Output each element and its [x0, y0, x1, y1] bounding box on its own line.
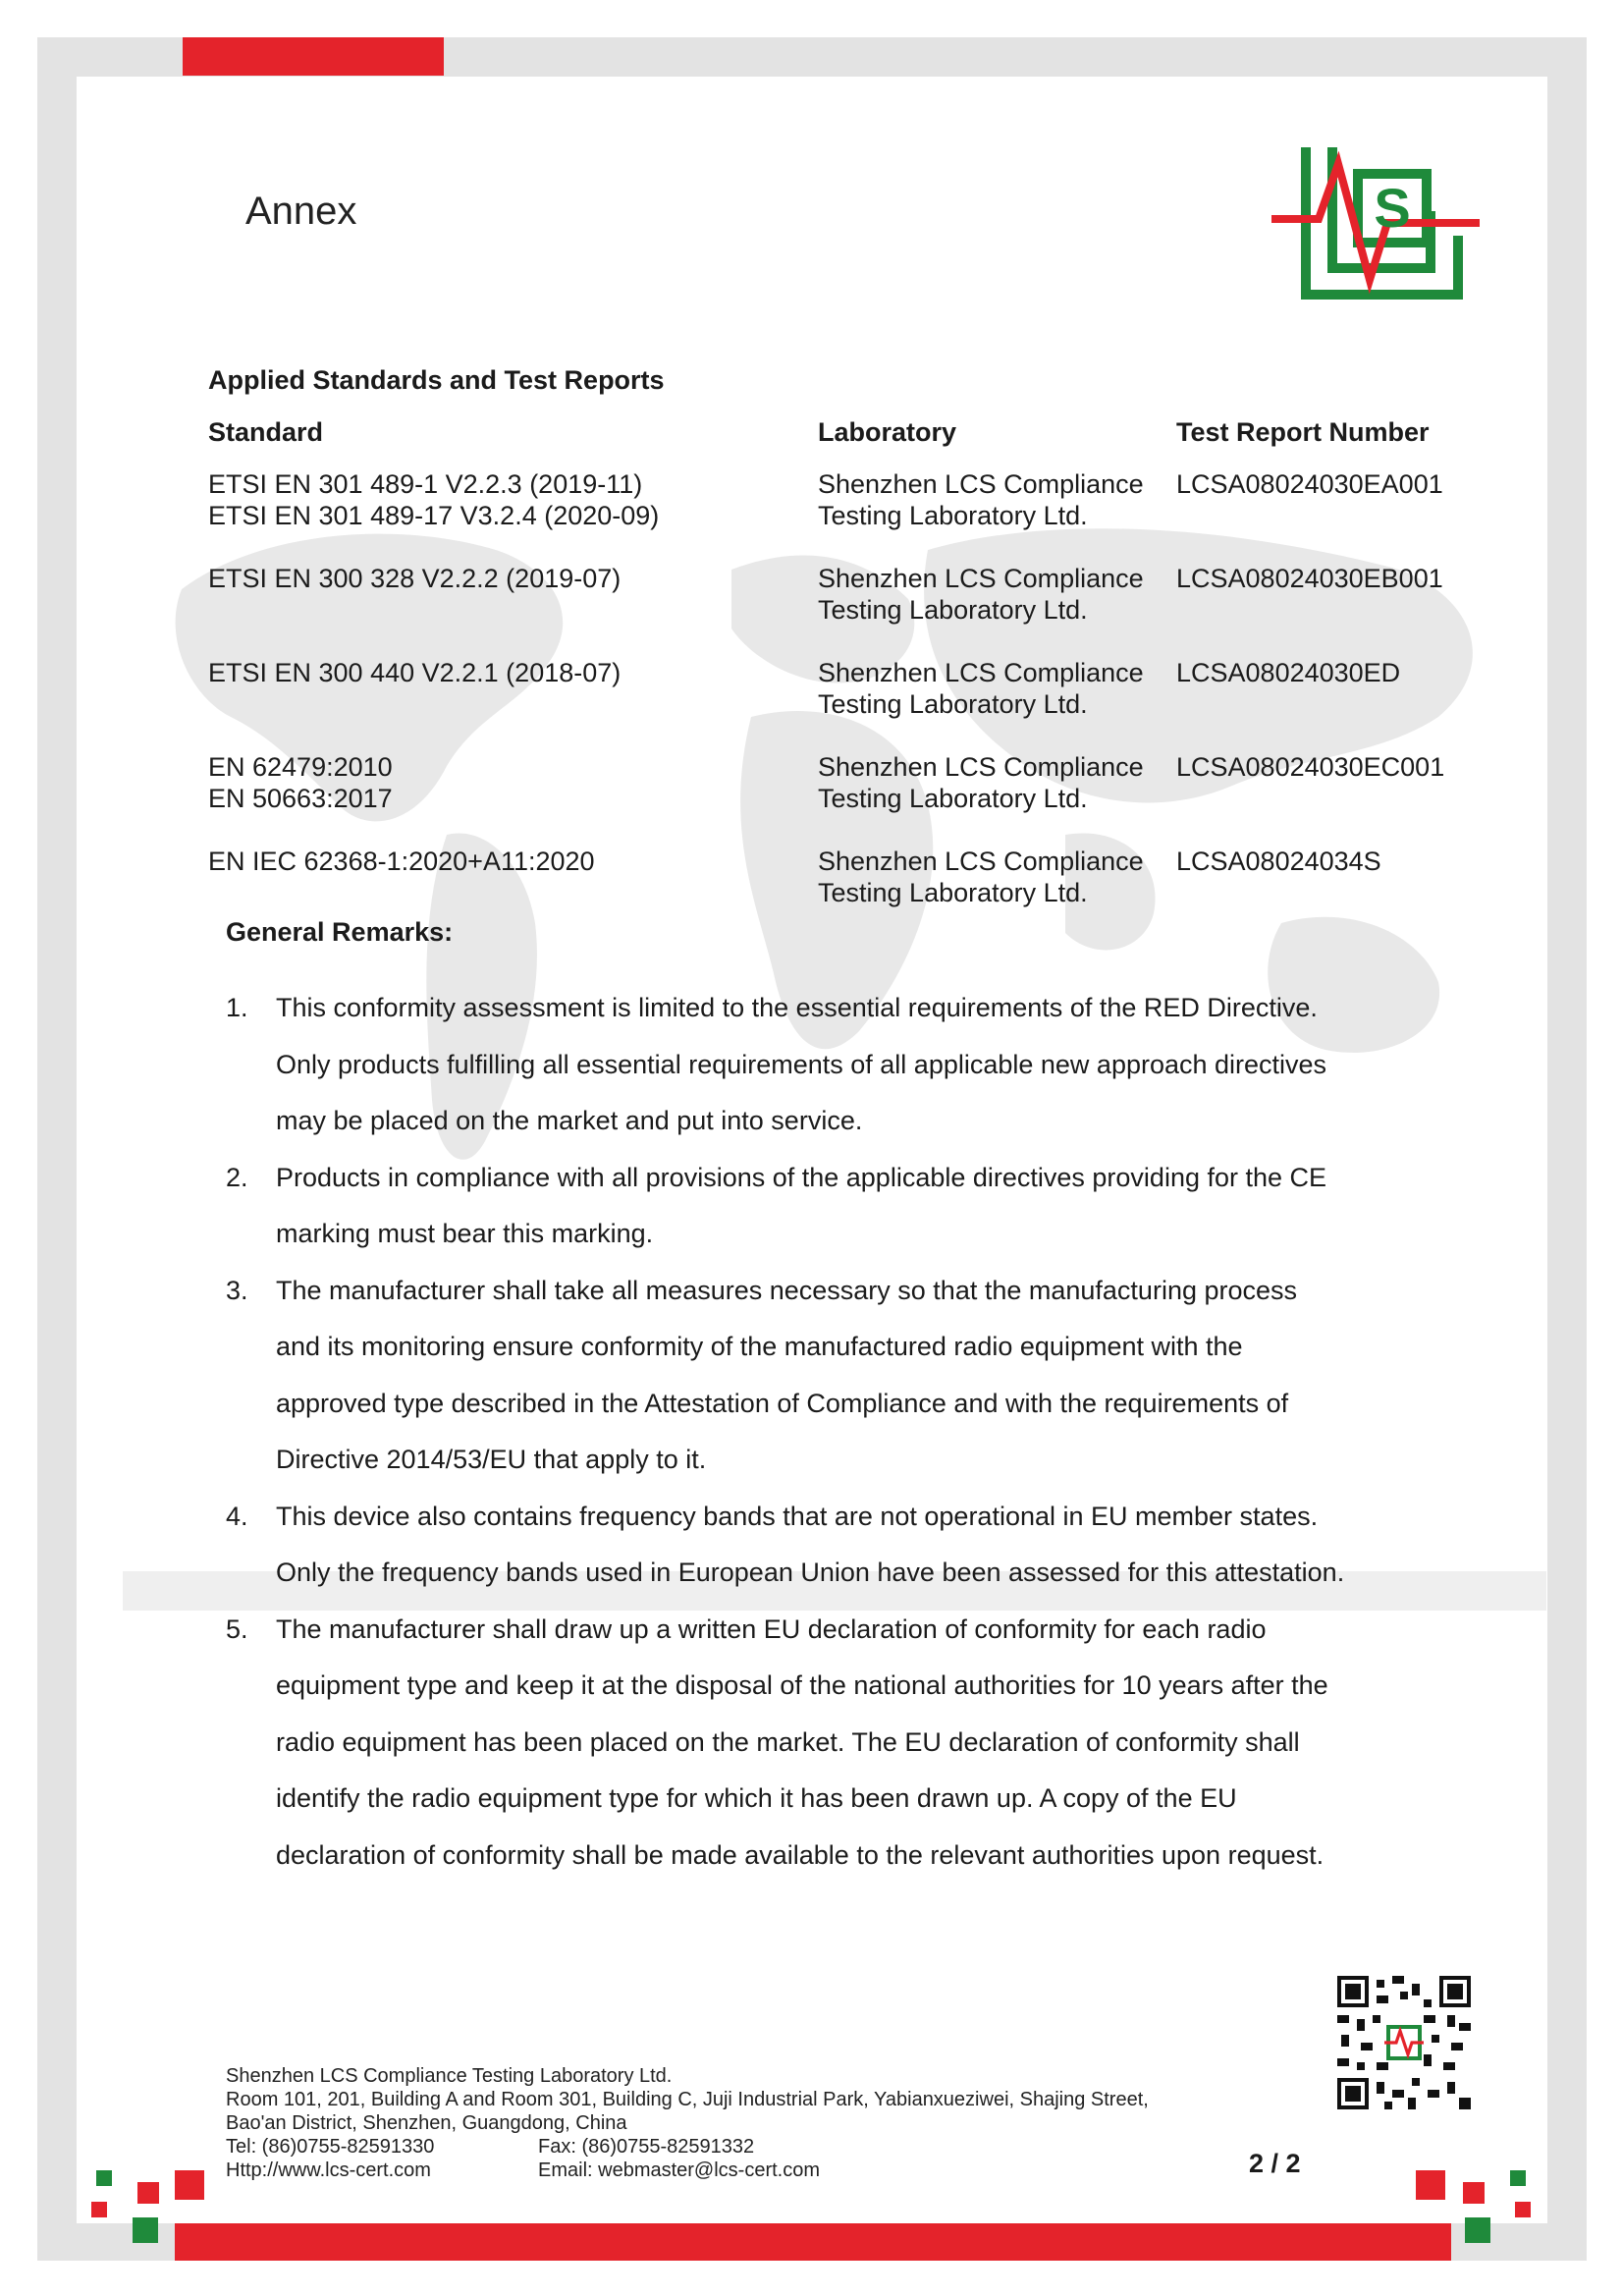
- report-number: LCSA08024034S: [1176, 847, 1381, 876]
- remark-number: 3.: [226, 1275, 248, 1305]
- remark-line: equipment type and keep it at the disposal of the national authorities for 10 years after the: [276, 1670, 1328, 1700]
- remark-line: Directive 2014/53/EU that apply to it.: [276, 1445, 707, 1474]
- corner-square: [96, 2170, 112, 2186]
- remark-line: and its monitoring ensure conformity of the manufactured radio equipment with the: [276, 1332, 1243, 1361]
- section-title: Applied Standards and Test Reports: [208, 365, 665, 395]
- footer: [226, 2064, 1149, 2182]
- footer-website-link[interactable]: Http://www.lcs-cert.com: [226, 2159, 431, 2181]
- footer-address: Bao'an District, Shenzhen, Guangdong, China: [226, 2112, 627, 2134]
- remarks-list: [226, 980, 1404, 1884]
- qr-code-icon: [1337, 1976, 1471, 2109]
- standard-name: EN 62479:2010: [208, 752, 393, 782]
- remark-item: [226, 1602, 1404, 1885]
- remark-line: marking must bear this marking.: [276, 1219, 654, 1248]
- report-number: LCSA08024030EA001: [1176, 469, 1443, 499]
- remark-item: [226, 1489, 1404, 1602]
- laboratory-name: Testing Laboratory Ltd.: [818, 595, 1088, 625]
- laboratory-name: Shenzhen LCS Compliance: [818, 564, 1144, 593]
- remark-line: approved type described in the Attestation of Compliance and with the requirements of: [276, 1388, 1289, 1418]
- footer-email-link[interactable]: Email: webmaster@lcs-cert.com: [538, 2159, 821, 2181]
- laboratory-name: Shenzhen LCS Compliance: [818, 658, 1144, 687]
- standard-name: EN IEC 62368-1:2020+A11:2020: [208, 847, 595, 876]
- remark-line: Only the frequency bands used in European Union have been assessed for this attestation.: [276, 1558, 1345, 1587]
- standard-name: ETSI EN 301 489-1 V2.2.3 (2019-11): [208, 469, 643, 499]
- column-header-laboratory: Laboratory: [818, 417, 957, 447]
- laboratory-name: Shenzhen LCS Compliance: [818, 847, 1144, 876]
- remark-item: [226, 1150, 1404, 1263]
- standard-name: ETSI EN 301 489-17 V3.2.4 (2020-09): [208, 501, 660, 530]
- report-number: LCSA08024030EB001: [1176, 564, 1443, 593]
- footer-tel: Tel: (86)0755-82591330: [226, 2136, 435, 2158]
- laboratory-name: Testing Laboratory Ltd.: [818, 784, 1088, 813]
- corner-square: [1515, 2202, 1531, 2217]
- corner-square: [175, 2170, 204, 2200]
- column-header-report: Test Report Number: [1176, 417, 1430, 447]
- remark-number: 1.: [226, 993, 248, 1022]
- logo-letter: S: [1374, 177, 1411, 239]
- remark-line: This device also contains frequency bands that are not operational in EU member states.: [276, 1501, 1319, 1531]
- remark-line: declaration of conformity shall be made available to the relevant authorities upon request.: [276, 1839, 1325, 1870]
- footer-address: Room 101, 201, Building A and Room 301, Building C, Juji Industrial Park, Yabianxueziwei, Shajing Street,: [226, 2089, 1149, 2110]
- corner-square: [137, 2182, 159, 2204]
- corner-square: [91, 2202, 107, 2217]
- corner-square: [1510, 2170, 1526, 2186]
- corner-square: [1465, 2217, 1490, 2243]
- remark-item: [226, 980, 1404, 1150]
- column-header-standard: Standard: [208, 417, 324, 447]
- remark-line: may be placed on the market and put into service.: [276, 1106, 863, 1135]
- remark-line: radio equipment has been placed on the market. The EU declaration of conformity shall: [276, 1726, 1300, 1757]
- laboratory-name: Shenzhen LCS Compliance: [818, 752, 1144, 782]
- laboratory-name: Testing Laboratory Ltd.: [818, 501, 1088, 530]
- remark-line: The manufacturer shall take all measures necessary so that the manufacturing process: [276, 1275, 1298, 1305]
- remark-number: 2.: [226, 1162, 248, 1192]
- report-number: LCSA08024030ED: [1176, 658, 1401, 687]
- report-number: LCSA08024030EC001: [1176, 752, 1445, 782]
- remark-line: This conformity assessment is limited to the essential requirements of the RED Directive.: [276, 993, 1318, 1022]
- page-title: Annex: [245, 190, 357, 233]
- laboratory-name: Testing Laboratory Ltd.: [818, 689, 1088, 719]
- remark-number: 4.: [226, 1501, 248, 1531]
- laboratory-name: Testing Laboratory Ltd.: [818, 878, 1088, 907]
- laboratory-name: Shenzhen LCS Compliance: [818, 469, 1144, 499]
- remark-number: 5.: [226, 1613, 248, 1644]
- bottom-red-bar: [175, 2223, 1451, 2261]
- footer-company: Shenzhen LCS Compliance Testing Laboratory Ltd.: [226, 2065, 673, 2087]
- footer-contact-row: [226, 2159, 1149, 2182]
- remark-line: Only products fulfilling all essential requirements of all applicable new approach directives: [276, 1049, 1327, 1079]
- page-number: 2 / 2: [1249, 2149, 1301, 2178]
- corner-square: [1463, 2182, 1485, 2204]
- footer-fax: Fax: (86)0755-82591332: [538, 2136, 755, 2158]
- standard-name: ETSI EN 300 328 V2.2.2 (2019-07): [208, 564, 622, 593]
- corner-square: [1416, 2170, 1445, 2200]
- footer-contact-row: [226, 2135, 1149, 2159]
- lcs-logo-icon: [1271, 142, 1480, 305]
- remark-line: Products in compliance with all provisions of the applicable directives providing for the CE: [276, 1162, 1327, 1192]
- standard-name: ETSI EN 300 440 V2.2.1 (2018-07): [208, 658, 622, 687]
- top-red-bar: [183, 37, 444, 76]
- standard-name: EN 50663:2017: [208, 784, 393, 813]
- corner-square: [133, 2217, 158, 2243]
- remark-line: identify the radio equipment type for which it has been drawn up. A copy of the EU: [276, 1783, 1237, 1813]
- remark-line: The manufacturer shall draw up a written EU declaration of conformity for each radio: [276, 1613, 1267, 1644]
- remarks-title: General Remarks:: [226, 917, 454, 947]
- remark-item: [226, 1263, 1404, 1489]
